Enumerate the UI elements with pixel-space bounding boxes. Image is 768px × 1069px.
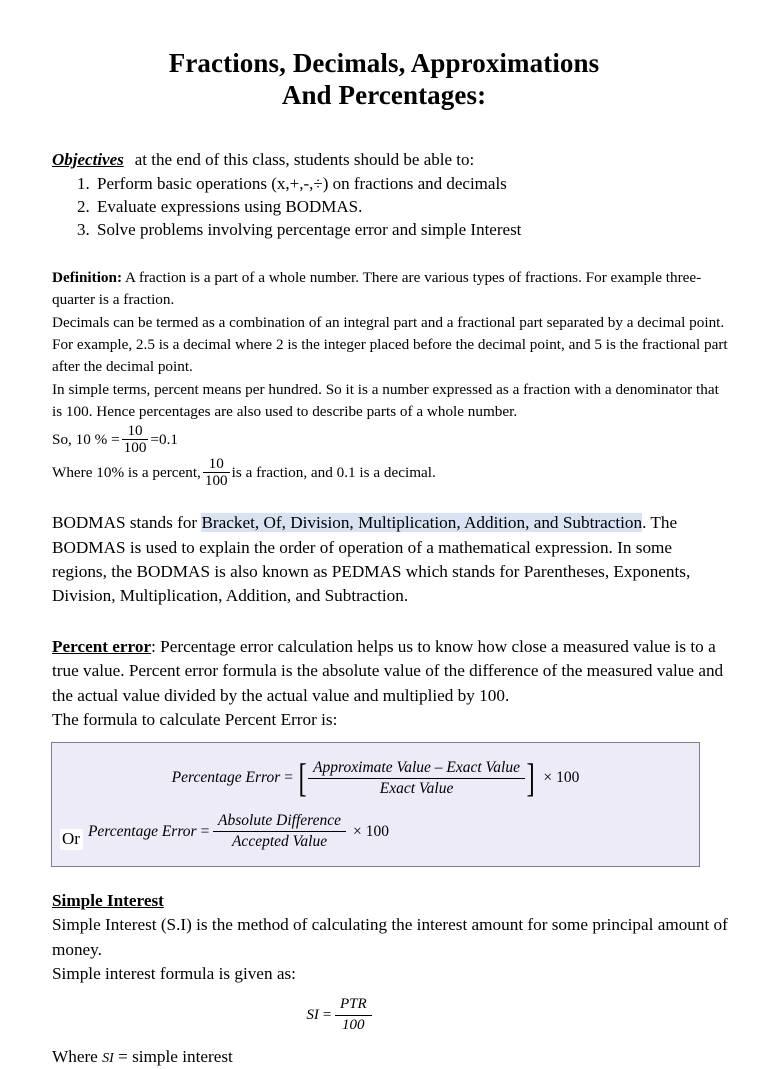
list-item: 2. Evaluate expressions using BODMAS. bbox=[94, 195, 728, 218]
bodmas-text-after: . The BODMAS is used to explain the order of operation of a mathematical expression. In some regions, the BODMAS is also known as PEDMAS which stands for Parentheses, Exponents, Division, Multiplication, Addition, and Subtraction. bbox=[52, 513, 691, 606]
bodmas-paragraph bbox=[40, 511, 728, 609]
percent-explanation-prefix: Where 10% is a percent, bbox=[52, 464, 201, 482]
fraction-numerator: 10 bbox=[122, 423, 149, 440]
formula-2-lhs: Percentage Error bbox=[87, 822, 197, 840]
percent-explanation bbox=[52, 456, 728, 489]
si-formula-numerator: PTR bbox=[335, 996, 372, 1016]
fraction-ten-hundredths bbox=[122, 423, 149, 456]
or-label: Or bbox=[60, 829, 83, 850]
formula-2-fraction bbox=[213, 812, 346, 852]
fraction-denominator: 100 bbox=[204, 472, 228, 490]
objectives-heading bbox=[52, 149, 728, 172]
definition-paragraph-1 bbox=[52, 267, 728, 312]
percent-explanation-suffix: is a fraction, and 0.1 is a decimal. bbox=[231, 464, 436, 482]
bodmas-highlighted-text: Bracket, Of, Division, Multiplication, Addition, and Subtraction bbox=[201, 513, 643, 533]
page-title-line-2: And Percentages: bbox=[281, 79, 487, 110]
formula-2-denominator: Accepted Value bbox=[231, 833, 328, 851]
where-prefix: Where bbox=[52, 1046, 103, 1066]
percent-error-heading: Percent error bbox=[52, 636, 152, 656]
percent-error-formula-1 bbox=[171, 754, 580, 800]
percent-error-formula-box bbox=[51, 742, 700, 867]
si-formula-denominator: 100 bbox=[342, 1017, 365, 1034]
simple-interest-formula bbox=[40, 996, 728, 1034]
objectives-section bbox=[40, 149, 728, 241]
simple-interest-where-line bbox=[40, 1045, 728, 1069]
percent-equation-prefix: So, 10 % = bbox=[52, 431, 120, 449]
fraction-ten-hundredths-2 bbox=[203, 456, 230, 489]
formula-1-denominator: Exact Value bbox=[379, 779, 454, 797]
formula-1-numerator: Approximate Value – Exact Value bbox=[308, 759, 525, 779]
percent-error-text: : Percentage error calculation helps us to know how close a measured value is to a true value. Percent error formula is the absolute value of the difference of the measured value and the actual value divided by the actual value and multiplied by 100. bbox=[52, 636, 724, 705]
formula-2-numerator: Absolute Difference bbox=[213, 812, 346, 832]
percent-error-formula-intro: The formula to calculate Percent Error is: bbox=[52, 710, 338, 730]
page-title-line-1: Fractions, Decimals, Approximations bbox=[168, 48, 600, 78]
fraction-numerator: 10 bbox=[203, 456, 230, 473]
definition-section bbox=[40, 267, 728, 489]
definition-paragraph-2: Decimals can be termed as a combination of an integral part and a fractional part separated by a decimal point. For example, 2.5 is a decimal where 2 is the integer placed before the decimal point, and 5 is the fractional part after the decimal point. bbox=[52, 313, 728, 376]
fraction-denominator: 100 bbox=[123, 439, 147, 457]
definition-paragraph-3: In simple terms, percent means per hundred. So it is a number expressed as a fraction with a denominator that is 100. Hence percentages are also used to describe parts of a whole number. bbox=[52, 380, 719, 421]
si-formula-expression bbox=[306, 996, 371, 1034]
si-formula-equals: = bbox=[321, 1007, 332, 1024]
bracket-close-icon: ] bbox=[526, 754, 535, 800]
objectives-list bbox=[52, 172, 728, 241]
formula-2-equals: = bbox=[199, 822, 211, 840]
formula-2-multiplier: 100 bbox=[365, 822, 390, 840]
where-symbol: SI bbox=[102, 1050, 114, 1066]
simple-interest-title: Simple Interest bbox=[52, 890, 164, 910]
simple-interest-heading bbox=[40, 889, 728, 913]
objectives-label: Objectives bbox=[52, 149, 124, 169]
si-formula-lhs: SI bbox=[306, 1007, 319, 1024]
percent-error-formula-2 bbox=[88, 812, 389, 852]
page-title bbox=[40, 0, 728, 112]
formula-row-alternate bbox=[58, 802, 693, 856]
list-item: 1. Perform basic operations (x,+,-,÷) on fractions and decimals bbox=[94, 172, 728, 195]
definition-text-1: A fraction is a part of a whole number. There are various types of fractions. For example three-quarter is a fraction. bbox=[52, 268, 702, 309]
definition-label: Definition: bbox=[52, 268, 123, 286]
bracket-open-icon: [ bbox=[298, 754, 307, 800]
formula-2-times-icon: × bbox=[353, 822, 362, 840]
formula-row-primary bbox=[58, 752, 693, 803]
formula-1-equals: = bbox=[283, 769, 294, 787]
simple-interest-paragraph-2: Simple interest formula is given as: bbox=[52, 963, 296, 983]
objectives-subtitle: at the end of this class, students should be able to: bbox=[134, 149, 475, 169]
percent-equation bbox=[52, 423, 728, 456]
bodmas-text-before: BODMAS stands for bbox=[52, 513, 202, 533]
where-suffix: = simple interest bbox=[113, 1046, 233, 1066]
si-formula-fraction bbox=[335, 996, 372, 1034]
simple-interest-paragraph-1: Simple Interest (S.I) is the method of calculating the interest amount for some principal amount of money. bbox=[52, 915, 728, 959]
formula-1-fraction bbox=[308, 759, 525, 799]
formula-1-lhs: Percentage Error bbox=[171, 769, 281, 787]
formula-1-times-icon: × bbox=[543, 769, 553, 787]
percent-error-paragraph bbox=[40, 635, 728, 708]
percent-equation-suffix: =0.1 bbox=[150, 431, 178, 449]
formula-1-multiplier: 100 bbox=[556, 769, 580, 787]
list-item: 3. Solve problems involving percentage error and simple Interest bbox=[94, 218, 728, 241]
